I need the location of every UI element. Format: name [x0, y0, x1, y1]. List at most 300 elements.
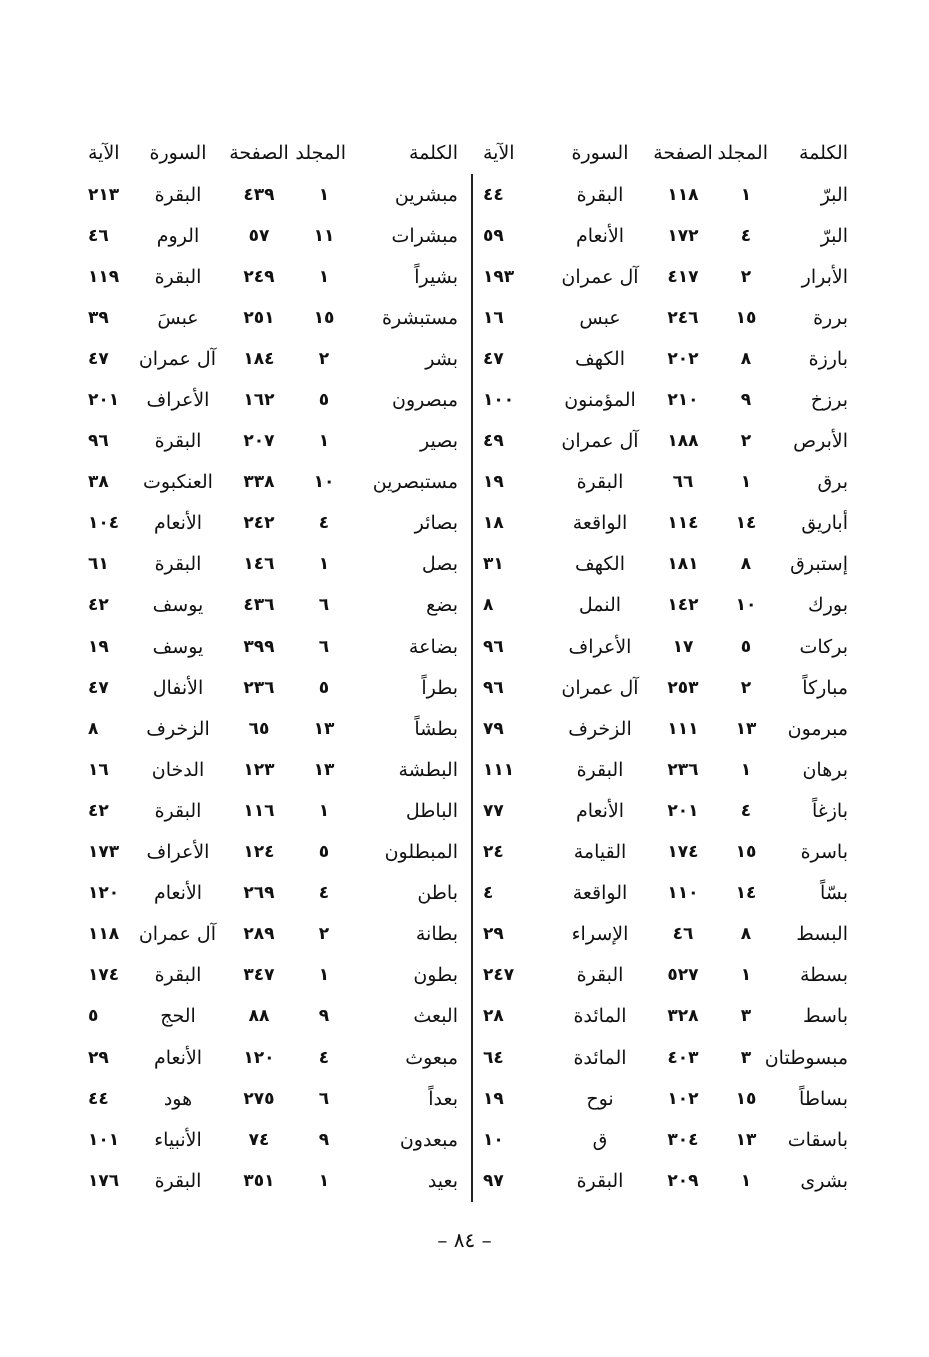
column-divider: [471, 174, 473, 1202]
entry-page: ٢٥١: [243, 307, 275, 328]
entry-page: ٤٠٣: [667, 1047, 699, 1068]
entry-word: بسّاً: [819, 882, 848, 905]
entry-sura: آل عمران: [138, 923, 216, 946]
entry-page: ٤١٧: [667, 266, 699, 287]
table-row: [88, 1160, 458, 1201]
entry-sura: البقرة: [154, 1169, 202, 1192]
entry-page: ٤٦: [672, 924, 694, 945]
header-sura: السورة: [571, 142, 629, 164]
entry-word: بشر: [425, 347, 458, 370]
table-row: [88, 708, 458, 749]
table-row: [88, 297, 458, 338]
entry-word: باسرة: [800, 841, 848, 864]
entry-sura: القيامة: [573, 841, 627, 864]
entry-page: ٢٤٢: [243, 513, 275, 534]
entry-volume: ٦: [318, 595, 330, 616]
entry-aya: ٤٧: [88, 677, 109, 698]
entry-page: ٢٧٥: [243, 1088, 275, 1109]
entry-word: المبطلون: [384, 841, 458, 864]
entry-word: الأبرار: [801, 265, 848, 288]
table-row: [483, 996, 848, 1037]
entry-page: ٢٦٩: [243, 883, 275, 904]
entry-word: بصائر: [414, 512, 458, 535]
entry-page: ١٨١: [667, 554, 699, 575]
entry-page: ٣٤٧: [243, 965, 275, 986]
table-row: [88, 379, 458, 420]
entry-aya: ١٠١: [88, 1129, 120, 1150]
entry-aya: ٣١: [483, 554, 504, 575]
entry-aya: ٢٨: [483, 1006, 504, 1027]
entry-volume: ١: [318, 184, 330, 205]
entry-page: ٣٣٨: [243, 472, 275, 493]
entry-sura: الواقعة: [572, 882, 628, 905]
entry-volume: ٢: [740, 677, 752, 698]
entry-word: بعداً: [428, 1087, 458, 1110]
entry-volume: ٥: [740, 636, 752, 657]
entry-sura: نوح: [586, 1087, 614, 1110]
entry-volume: ١: [740, 965, 752, 986]
entry-volume: ٤: [740, 800, 752, 821]
table-row: [483, 462, 848, 503]
entry-aya: ١٨: [483, 513, 504, 534]
entry-word: مستبصرين: [372, 471, 458, 494]
entry-word: بشرى: [800, 1169, 848, 1192]
table-row: [88, 667, 458, 708]
entry-word: برزخ: [810, 389, 848, 412]
entry-sura: البقرة: [576, 964, 624, 987]
entry-word: أباريق: [801, 512, 848, 535]
table-row: [88, 955, 458, 996]
entry-sura: الروم: [156, 224, 200, 247]
entry-page: ١١٤: [667, 513, 699, 534]
entry-sura: الأنعام: [575, 799, 625, 822]
table-row: [483, 667, 848, 708]
entry-sura: الواقعة: [572, 512, 628, 535]
entry-volume: ١٥: [735, 307, 757, 328]
entry-aya: ٤٩: [483, 431, 504, 452]
entry-word: بصير: [420, 430, 458, 453]
table-row: [88, 914, 458, 955]
entry-sura: آل عمران: [561, 265, 639, 288]
entry-volume: ١٣: [735, 718, 757, 739]
entry-sura: المؤمنون: [564, 389, 636, 412]
entry-aya: ٧٧: [483, 800, 504, 821]
entry-sura: الدخان: [151, 758, 205, 781]
table-row: [483, 832, 848, 873]
left-index-table: [88, 132, 458, 1201]
header-volume: المجلد: [295, 142, 346, 164]
entry-word: بضع: [426, 594, 458, 617]
entry-aya: ٨: [88, 718, 99, 739]
entry-word: بساطاً: [799, 1087, 848, 1110]
entry-word: بطراً: [421, 676, 458, 699]
page-number: – ٨٤ –: [437, 1228, 492, 1252]
entry-sura: المائدة: [573, 1005, 627, 1028]
entry-sura: البقرة: [154, 799, 202, 822]
table-row: [483, 1119, 848, 1160]
entry-page: ١٧٢: [667, 225, 699, 246]
entry-word: مبعوث: [405, 1046, 458, 1069]
table-row: [483, 1037, 848, 1078]
entry-word: بعيد: [427, 1169, 458, 1192]
entry-aya: ١٩: [88, 636, 109, 657]
entry-aya: ١٧٣: [88, 842, 120, 863]
entry-page: ٢١٠: [667, 390, 699, 411]
entry-aya: ١٦: [483, 307, 504, 328]
entry-sura: البقرة: [154, 964, 202, 987]
entry-volume: ١٣: [313, 718, 335, 739]
entry-page: ١١١: [667, 718, 699, 739]
table-row: [483, 256, 848, 297]
table-row: [483, 297, 848, 338]
table-row: [483, 544, 848, 585]
entry-aya: ١٠: [483, 1129, 504, 1150]
entry-aya: ١٩: [483, 472, 504, 493]
entry-page: ٣٥١: [243, 1170, 275, 1191]
entry-sura: الأنبياء: [154, 1128, 202, 1151]
entry-word: بصل: [421, 553, 458, 576]
entry-page: ٢٤٩: [243, 266, 275, 287]
entry-aya: ٣٩: [88, 307, 109, 328]
entry-aya: ١١٩: [88, 266, 120, 287]
table-row: [483, 708, 848, 749]
entry-word: بطون: [413, 964, 458, 987]
entry-sura: الكهف: [575, 347, 625, 370]
entry-sura: الزخرف: [568, 717, 632, 740]
table-row: [483, 790, 848, 831]
header-word: الكلمة: [408, 142, 458, 164]
entry-volume: ١٤: [735, 883, 757, 904]
entry-word: مباركاً: [802, 676, 848, 699]
entry-page: ١١٨: [667, 184, 699, 205]
entry-volume: ٤: [740, 225, 752, 246]
entry-page: ١٧: [672, 636, 694, 657]
entry-page: ٢٣٦: [667, 759, 699, 780]
entry-aya: ٨: [483, 595, 494, 616]
entry-volume: ١: [318, 800, 330, 821]
entry-aya: ٤٦: [88, 225, 109, 246]
table-row: [483, 421, 848, 462]
entry-volume: ٤: [318, 1047, 330, 1068]
entry-page: ٢٠٩: [667, 1170, 699, 1191]
entry-sura: يوسف: [152, 635, 204, 658]
entry-aya: ٤٤: [483, 184, 504, 205]
header-volume: المجلد: [717, 142, 768, 164]
entry-volume: ٢: [740, 266, 752, 287]
entry-volume: ١٤: [735, 513, 757, 534]
entry-volume: ١٠: [735, 595, 757, 616]
entry-word: البطشة: [398, 758, 458, 781]
table-row: [88, 544, 458, 585]
entry-word: البعث: [413, 1005, 458, 1028]
entry-aya: ٩٧: [483, 1170, 504, 1191]
entry-aya: ١٩: [483, 1088, 504, 1109]
entry-sura: البقرة: [576, 1169, 624, 1192]
entry-volume: ١٥: [735, 1088, 757, 1109]
entry-sura: عبسَ: [157, 306, 199, 329]
entry-aya: ١٢٠: [88, 883, 120, 904]
entry-aya: ٦١: [88, 554, 109, 575]
entry-sura: البقرة: [576, 758, 624, 781]
entry-word: باسط: [802, 1005, 848, 1028]
entry-volume: ٤: [318, 883, 330, 904]
entry-page: ١٠٢: [667, 1088, 699, 1109]
entry-volume: ٥: [318, 842, 330, 863]
entry-word: بطانة: [415, 923, 458, 946]
entry-word: الأبرص: [793, 430, 848, 453]
entry-word: بشيراً: [414, 265, 458, 288]
table-row: [88, 421, 458, 462]
header-word: الكلمة: [798, 142, 848, 164]
entry-page: ٣٢٨: [667, 1006, 699, 1027]
entry-sura: ق: [592, 1128, 608, 1151]
table-row: [483, 503, 848, 544]
table-row: [88, 1037, 458, 1078]
entry-volume: ١: [740, 184, 752, 205]
entry-aya: ٣٨: [88, 472, 109, 493]
entry-page: ٣٩٩: [243, 636, 275, 657]
entry-word: باطن: [417, 882, 458, 905]
entry-aya: ٥٩: [483, 225, 504, 246]
entry-word: البرّ: [820, 224, 848, 247]
right-index-table: [483, 132, 848, 1201]
entry-aya: ٢٩: [483, 924, 504, 945]
entry-volume: ٣: [740, 1006, 752, 1027]
entry-page: ٢٤٦: [667, 307, 699, 328]
entry-aya: ٩٦: [88, 431, 109, 452]
entry-aya: ٤٤: [88, 1088, 109, 1109]
entry-sura: الأعراف: [568, 635, 632, 658]
entry-volume: ٢: [318, 348, 330, 369]
entry-volume: ١: [318, 266, 330, 287]
entry-volume: ٩: [740, 390, 752, 411]
entry-volume: ١٥: [313, 307, 335, 328]
entry-aya: ١٠٤: [88, 513, 120, 534]
entry-sura: الإسراء: [571, 923, 629, 946]
entry-page: ٣٠٤: [667, 1129, 699, 1150]
entry-aya: ٧٩: [483, 718, 504, 739]
index-page: [88, 132, 848, 1212]
entry-volume: ١: [318, 431, 330, 452]
entry-aya: ٤٧: [88, 348, 109, 369]
entry-sura: الكهف: [575, 553, 625, 576]
entry-page: ١٤٦: [243, 554, 275, 575]
entry-sura: الأنفال: [152, 676, 204, 699]
entry-aya: ٤٢: [88, 595, 109, 616]
table-row: [483, 955, 848, 996]
table-row: [483, 585, 848, 626]
entry-page: ٢٨٩: [243, 924, 275, 945]
entry-page: ٧٤: [248, 1129, 270, 1150]
entry-volume: ١: [740, 1170, 752, 1191]
header-row: [88, 132, 458, 174]
entry-word: بورك: [808, 594, 848, 617]
table-row: [88, 873, 458, 914]
entry-sura: آل عمران: [138, 347, 216, 370]
entry-aya: ٤: [483, 883, 494, 904]
entry-page: ٢٥٣: [667, 677, 699, 698]
table-row: [88, 503, 458, 544]
entry-word: برق: [817, 471, 848, 494]
entry-volume: ١: [318, 554, 330, 575]
entry-page: ٢٠٢: [667, 348, 699, 369]
entry-volume: ٦: [318, 1088, 330, 1109]
entry-aya: ٤٢: [88, 800, 109, 821]
table-row: [483, 873, 848, 914]
entry-aya: ١١٨: [88, 924, 120, 945]
entry-sura: الأعراف: [146, 841, 210, 864]
entry-page: ٢٠١: [667, 800, 699, 821]
entry-word: مبشرات: [391, 224, 458, 247]
entry-page: ٢٠٧: [243, 431, 275, 452]
entry-sura: هود: [163, 1087, 193, 1110]
entry-aya: ٦٤: [483, 1047, 504, 1068]
entry-page: ١٦٢: [243, 390, 275, 411]
entry-word: بازغاً: [812, 799, 848, 822]
entry-word: إستبرق: [790, 553, 848, 576]
entry-page: ١١٦: [243, 800, 275, 821]
table-row: [88, 790, 458, 831]
entry-page: ١٧٤: [667, 842, 699, 863]
entry-sura: آل عمران: [561, 430, 639, 453]
entry-aya: ٢٠١: [88, 390, 120, 411]
table-row: [88, 996, 458, 1037]
entry-sura: العنكبوت: [143, 471, 213, 494]
entry-sura: عبس: [579, 306, 621, 329]
entry-word: مبسوطتان: [764, 1046, 848, 1069]
entry-sura: المائدة: [573, 1046, 627, 1069]
header-aya: الآية: [88, 142, 120, 164]
table-row: [483, 1078, 848, 1119]
entry-volume: ٨: [740, 924, 752, 945]
entry-word: بارزة: [808, 347, 848, 370]
entry-volume: ٢: [740, 431, 752, 452]
entry-aya: ٢٤: [483, 842, 504, 863]
entry-sura: الأنعام: [575, 224, 625, 247]
entry-word: البسط: [796, 923, 848, 946]
entry-page: ٥٧: [248, 225, 270, 246]
entry-word: باسقات: [787, 1128, 848, 1151]
entry-word: بررة: [813, 306, 848, 329]
entry-aya: ٥: [88, 1006, 99, 1027]
entry-volume: ٦: [318, 636, 330, 657]
entry-word: مبرمون: [787, 717, 848, 740]
entry-aya: ١٩٣: [483, 266, 515, 287]
entry-page: ٨٨: [248, 1006, 270, 1027]
entry-volume: ٣: [740, 1047, 752, 1068]
entry-volume: ٨: [740, 554, 752, 575]
table-row: [88, 626, 458, 667]
entry-word: البرّ: [820, 183, 848, 206]
entry-word: مبصرون: [392, 389, 458, 412]
table-row: [88, 585, 458, 626]
entry-volume: ١٠: [313, 472, 335, 493]
table-row: [88, 832, 458, 873]
entry-sura: البقرة: [154, 430, 202, 453]
table-row: [483, 914, 848, 955]
entry-volume: ١٥: [735, 842, 757, 863]
entry-volume: ١: [740, 472, 752, 493]
entry-word: بسطة: [799, 964, 848, 987]
entry-page: ٤٣٩: [243, 184, 275, 205]
entry-aya: ١١١: [483, 759, 515, 780]
entry-sura: النمل: [578, 594, 622, 617]
entry-sura: البقرة: [154, 265, 202, 288]
table-row: [483, 749, 848, 790]
table-row: [88, 1119, 458, 1160]
entry-aya: ٢٤٧: [483, 965, 515, 986]
entry-volume: ٢: [318, 924, 330, 945]
entry-sura: يوسف: [152, 594, 204, 617]
entry-volume: ٨: [740, 348, 752, 369]
entry-page: ٢٣٦: [243, 677, 275, 698]
entry-page: ١٢٠: [243, 1047, 275, 1068]
entry-sura: الزخرف: [146, 717, 210, 740]
entry-volume: ١١: [313, 225, 335, 246]
table-row: [483, 338, 848, 379]
entry-word: بركات: [799, 635, 848, 658]
entry-aya: ٩٦: [483, 636, 504, 657]
entry-aya: ٤٧: [483, 348, 504, 369]
entry-aya: ١٠٠: [483, 390, 515, 411]
table-row: [88, 462, 458, 503]
header-sura: السورة: [149, 142, 207, 164]
table-row: [88, 174, 458, 215]
table-row: [88, 749, 458, 790]
entry-page: ٤٣٦: [243, 595, 275, 616]
entry-sura: الأعراف: [146, 389, 210, 412]
entry-page: ٦٦: [672, 472, 694, 493]
table-row: [483, 626, 848, 667]
table-row: [88, 338, 458, 379]
entry-volume: ٩: [318, 1006, 330, 1027]
entry-sura: الأنعام: [153, 1046, 203, 1069]
table-row: [483, 379, 848, 420]
header-aya: الآية: [483, 142, 515, 164]
entry-aya: ١٦: [88, 759, 109, 780]
entry-volume: ٤: [318, 513, 330, 534]
entry-sura: الحج: [160, 1005, 196, 1028]
entry-sura: البقرة: [576, 471, 624, 494]
entry-sura: آل عمران: [561, 676, 639, 699]
entry-page: ١٤٢: [667, 595, 699, 616]
entry-word: مستبشرة: [382, 306, 458, 329]
entry-volume: ٩: [318, 1129, 330, 1150]
entry-aya: ٢٩: [88, 1047, 109, 1068]
entry-page: ١٢٤: [243, 842, 275, 863]
header-row: [483, 132, 848, 174]
entry-sura: البقرة: [154, 183, 202, 206]
entry-volume: ٥: [318, 390, 330, 411]
entry-page: ١١٠: [667, 883, 699, 904]
table-row: [88, 256, 458, 297]
entry-aya: ١٧٦: [88, 1170, 120, 1191]
entry-word: بطشاً: [414, 717, 458, 740]
entry-aya: ١٧٤: [88, 965, 120, 986]
entry-page: ١٢٣: [243, 759, 275, 780]
entry-volume: ١: [318, 965, 330, 986]
header-page: الصفحة: [229, 142, 289, 164]
entry-aya: ٢١٣: [88, 184, 120, 205]
entry-page: ٦٥: [248, 718, 270, 739]
entry-volume: ٥: [318, 677, 330, 698]
header-page: الصفحة: [653, 142, 713, 164]
entry-word: برهان: [802, 758, 848, 781]
entry-page: ٥٢٧: [667, 965, 699, 986]
entry-sura: البقرة: [154, 553, 202, 576]
table-row: [483, 174, 848, 215]
entry-page: ١٨٤: [243, 348, 275, 369]
